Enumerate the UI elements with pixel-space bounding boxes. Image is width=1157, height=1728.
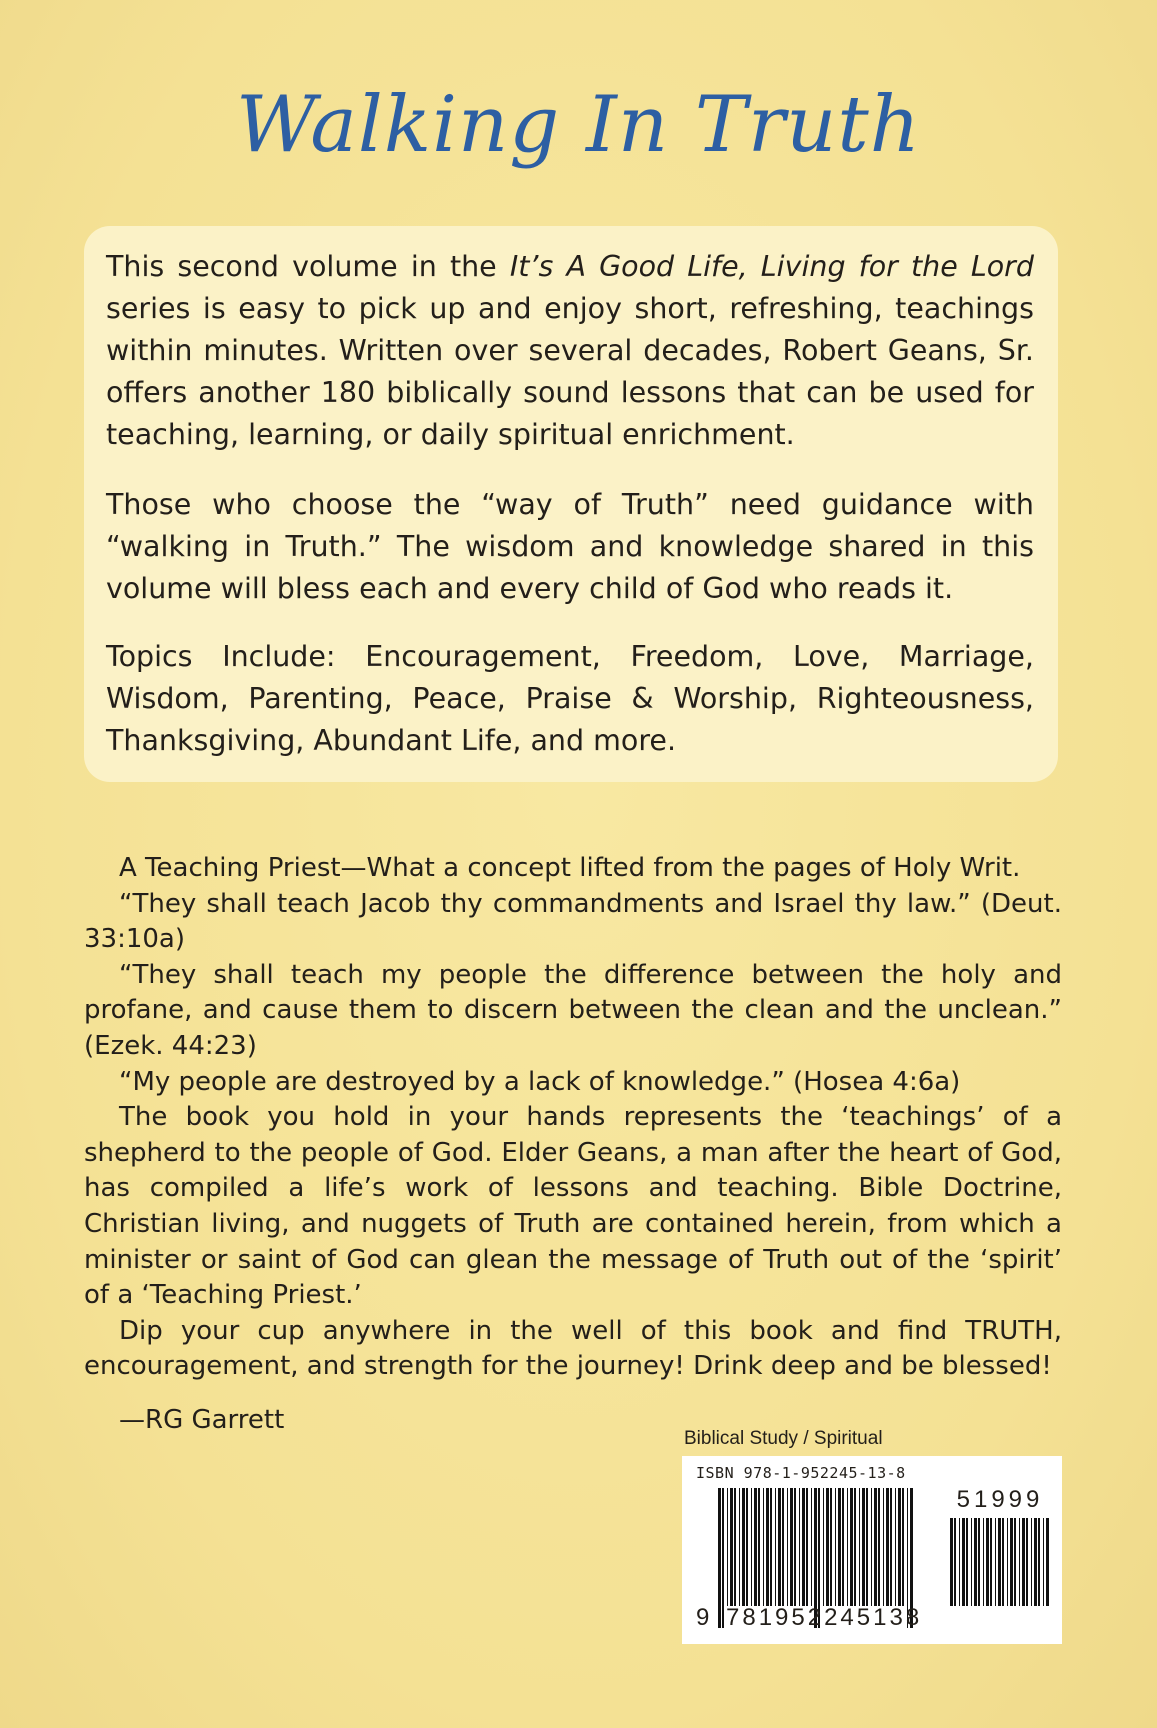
barcode-bar [978,1518,980,1606]
endorsement-line: “They shall teach my people the difference between the holy and profane, and cause them to discern between the clean and the unclean.” (Ezek. 44:23) [84,959,1062,1061]
barcode-bar [966,1518,968,1606]
barcode-bar [718,1488,721,1628]
endorsement [84,851,1062,1439]
barcode-bar [830,1488,832,1606]
barcode-bar [890,1488,892,1606]
barcode-bar [1007,1518,1008,1606]
barcode-bar [746,1488,748,1606]
barcode-bar [811,1488,812,1606]
barcode-bar [794,1488,796,1606]
barcode-bar [954,1518,956,1606]
description-box [84,226,1058,782]
endorsement-line: Dip your cup anywhere in the well of this book and find TRUTH, encouragement, and strength for the journey! Drink deep and be blessed! [84,1315,1062,1382]
barcode-bar [850,1488,853,1606]
category-label: Biblical Study / Spiritual [684,1428,883,1449]
barcode-bar [782,1488,784,1606]
barcode-bar [871,1488,872,1606]
barcode-bar [1010,1518,1013,1606]
barcode-bar [1046,1518,1049,1606]
barcode-bar [806,1488,808,1606]
barcode-bar [847,1488,848,1606]
barcode-bar [835,1488,836,1606]
barcode-bar [902,1488,904,1606]
topics-paragraph: Topics Include: Encouragement, Freedom, Love, Marriage, Wisdom, Parenting, Peace, Praise & Worship, Righteousness, Thanksgiving, Abundant Life, and more. [106,640,1034,757]
barcode-bar [1019,1518,1020,1606]
barcode-bar [1026,1518,1028,1606]
barcode-bar [866,1488,868,1606]
barcode-bar [898,1488,901,1606]
barcode-bar [962,1518,965,1606]
barcode-bar [950,1518,953,1606]
barcode-bar [823,1488,824,1606]
isbn-barcode [682,1456,1062,1644]
barcode-bar [766,1488,769,1606]
barcode-bar [787,1488,788,1606]
description-paragraph-2: Those who choose the “way of Truth” need guidance with “walking in Truth.” The wisdom and knowledge shared in this volume will bless each and every child of God who reads it. [106,488,1034,605]
book-title: Walking In Truth [236,80,921,170]
barcode-bar [971,1518,972,1606]
barcode-bar [763,1488,764,1606]
barcode-bar [1031,1518,1032,1606]
barcode-bar [730,1488,733,1606]
barcode-bar [990,1518,992,1606]
endorsement-line: “My people are destroyed by a lack of knowledge.” (Hosea 4:6a) [119,1066,961,1097]
barcode-bar [778,1488,781,1606]
barcode-bar [862,1488,865,1606]
description-paragraph-1 [106,246,1034,456]
barcode-bar [1038,1518,1040,1606]
barcode-bar [842,1488,844,1606]
barcode-bar [983,1518,984,1606]
price-code: 51999 [956,1486,1044,1513]
endorsement-line: The book you hold in your hands represents the ‘teachings’ of a shepherd to the people of God. Elder Geans, a man after the heart of God, has compiled a life’s work of lessons and teaching. Bible Doctrine, Christian living, and nuggets of Truth are contained herein, from which a minister or saint of God can glean the message of Truth out of the ‘spirit’ of a ‘Teaching Priest.’ [84,1102,1062,1311]
barcode-bar [770,1488,772,1606]
barcode-bar [802,1488,805,1606]
barcode-bar [886,1488,889,1606]
barcode-bar [1043,1518,1044,1606]
barcode-digits: 781952245138 [726,1604,923,1631]
barcode-bar [998,1518,1001,1606]
barcode-bar [1014,1518,1016,1606]
barcode-bar [854,1488,856,1606]
barcode-bar [754,1488,757,1606]
barcode-bar [751,1488,752,1606]
price-code-bars [950,1518,1050,1628]
isbn-text: ISBN 978-1-952245-13-8 [696,1464,906,1482]
barcode-bar [838,1488,841,1606]
barcode-bar [995,1518,996,1606]
description-rest: series is easy to pick up and enjoy short, refreshing, teachings within minutes. Written over several decades, Robert Geans, Sr. offers another 180 biblically sound lessons that can be used for teaching, learning, or daily spiritual enrichment. [106,292,1034,451]
barcode-bar [799,1488,800,1606]
barcode-bar [727,1488,728,1606]
barcode-bar [739,1488,740,1606]
barcode-bar [1002,1518,1004,1606]
barcode-bar [742,1488,745,1606]
barcode-bar [826,1488,829,1606]
barcode-bar [859,1488,860,1606]
barcode-bar [974,1518,977,1606]
barcode-bar [758,1488,760,1606]
barcode-bar [878,1488,880,1606]
barcode-bar [1034,1518,1037,1606]
barcode-bar [959,1518,960,1606]
barcode-bar [895,1488,896,1606]
barcode-bar [874,1488,877,1606]
endorsement-signature: —RG Garrett [119,1404,285,1435]
endorsement-line: A Teaching Priest—What a concept lifted from the pages of Holy Writ. [119,853,1021,883]
barcode-bar [722,1488,724,1628]
barcode-bar [790,1488,793,1606]
barcode-bar [1022,1518,1025,1606]
series-title: It’s A Good Life, Living for the Lord [509,250,1034,283]
description-lead: This second volume in the [106,250,510,283]
barcode-bar [734,1488,736,1606]
barcode-bar [986,1518,989,1606]
barcode-bar [775,1488,776,1606]
barcode-bar [883,1488,884,1606]
barcode-lead-digit: 9 [696,1604,710,1631]
endorsement-line: “They shall teach Jacob thy commandments and Israel thy law.” (Deut. 33:10a) [84,888,1062,955]
